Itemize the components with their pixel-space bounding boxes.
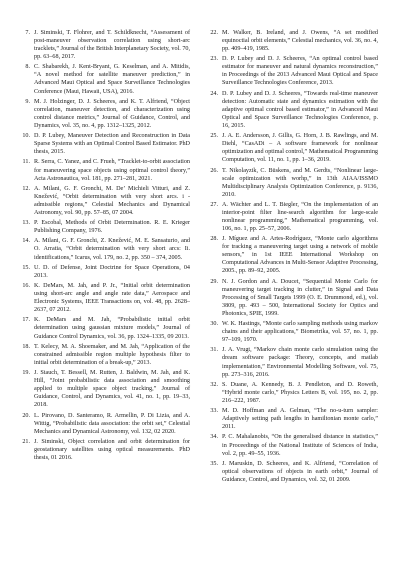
reference-number: 15. <box>22 264 30 271</box>
reference-text: W. K. Hastings, “Monte carlo sampling methods using markov chains and their applications,” Biometrika, vol. 57, no. 1, pp. 97–109, 1970. <box>222 321 378 344</box>
reference-entry <box>20 343 190 367</box>
reference-entry <box>208 460 378 484</box>
reference-text: M. J. Holzinger, D. J. Scheeres, and K. T. Alfriend, “Object correlation, maneuver detection, and characterization using control distance metrics,” Journal of Guidance, Control, and Dynamics, vol. 35, no. 4, pp. 1312–1325, 2012. <box>34 98 190 129</box>
reference-entry <box>208 346 378 378</box>
reference-text: J. A. E. Andersson, J. Gillis, G. Horn, J. B. Rawlings, and M. Diehl, “CasADi – A software framework for nonlinear optimization and optimal control,” Mathematical Programming Computation, vol. 11, no. 1, pp. 1–36, 2019. <box>222 133 378 164</box>
reference-text: P. Escobal, Methods of Orbit Determination. R. E. Krieger Publishing Company, 1976. <box>34 220 190 235</box>
reference-number: 25. <box>210 133 218 140</box>
reference-entry <box>20 98 190 130</box>
reference-text: J. Siminski, Object correlation and orbit determination for geostationary satellites using optical measurements. PhD thesis, 01 2016. <box>34 438 190 461</box>
reference-number: 23. <box>210 56 218 63</box>
reference-entry <box>208 55 378 87</box>
reference-entry <box>208 278 378 318</box>
reference-entry <box>20 316 190 340</box>
reference-number: 29. <box>210 278 218 285</box>
reference-number: 27. <box>210 201 218 208</box>
references-column-right <box>208 29 378 486</box>
reference-entry <box>20 264 190 280</box>
reference-number: 14. <box>22 238 30 245</box>
reference-text: M. Walker, B. Ireland, and J. Owens, “A set modified equinoctial orbit elements,” Celestial mechanics, vol. 36, no. 4, pp. 409–419, 1985. <box>222 30 378 53</box>
reference-number: 8. <box>25 64 30 71</box>
reference-text: D. P. Lubey and D. J. Scheeres, “Towards real-time maneuver detection: Automatic state and dynamics estimation with the adaptive optimal control based estimator,” in Advanced Maui Optical and Space Surveillance Technologies Conference, p. 16, 2015. <box>222 90 378 129</box>
reference-number: 16. <box>22 283 30 290</box>
reference-number: 13. <box>22 220 30 227</box>
reference-text: J. Siminski, T. Flohrer, and T. Schildknecht, “Assessment of post-maneuver observation correlation using short-arc tracklets,” Journal of the British Interplanetary Society, vol. 70, pp. 63–68, 2017. <box>34 30 190 61</box>
reference-entry <box>208 201 378 233</box>
reference-text: J. Stauch, T. Bessell, M. Rutten, J. Baldwin, M. Jah, and K. Hill, “Joint probabilistic data association and smoothing applied to multiple space object tracking,” Journal of Guidance, Control, and Dynamics, vol. 41, no. 1, pp. 19–33, 2018. <box>34 370 190 409</box>
reference-text: P. C. Mahalanobis, “On the generalised distance in statistics,” in Proceedings of the National Institute of Sciences of India, vol. 2, pp. 49–55, 1936. <box>222 434 378 457</box>
reference-number: 12. <box>22 185 30 192</box>
reference-number: 21. <box>22 438 30 445</box>
reference-number: 11. <box>22 159 30 166</box>
reference-entry <box>20 185 190 217</box>
reference-number: 33. <box>210 408 218 415</box>
reference-number: 19. <box>22 370 30 377</box>
reference-entry <box>208 90 378 130</box>
reference-entry <box>208 433 378 457</box>
reference-text: D. P. Lubey and D. J. Scheeres, “An optimal control based estimator for maneuver and natural dynamics reconstruction,” in Proceedings of the 2013 Advanced Maui Optical and Space Surveillance Technologies Conference, 2013. <box>222 56 378 87</box>
reference-text: L. Pirovano, D. Santeramo, R. Armellin, P. Di Lizia, and A. Wittig, “Probabilistic data association: the orbit set,” Celestial Mechanics and Dynamical Astronomy, vol. 132, 02 2020. <box>34 412 190 435</box>
reference-number: 28. <box>210 236 218 243</box>
reference-text: D. P. Lubey, Maneuver Detection and Reconstruction in Data Sparse Systems with an Optimal Control Based Estimator. PhD thesis, 2015. <box>34 133 190 156</box>
reference-text: T. Nikolayzik, C. Büskens, and M. Gerdts, “Nonlinear large-scale optimization with worhp,” in 13th AIAA/ISSMO Multidisciplinary Analysis Optimization Conference, p. 9136, 2010. <box>222 167 378 198</box>
reference-entry <box>208 381 378 405</box>
reference-text: R. Serra, C. Yanez, and C. Frueh, “Tracklet-to-orbit association for maneuvering space objects using optimal control theory,” Acta Astronautica, vol. 181, pp. 271–281, 2021. <box>34 159 190 182</box>
reference-entry <box>20 63 190 95</box>
reference-number: 20. <box>22 412 30 419</box>
reference-text: J. A. Vrugt, “Markov chain monte carlo simulation using the dream software package: Theory, concepts, and matlab implementation,” Environmental Modelling Software, vol. 75, pp. 273–316, 2016. <box>222 347 378 378</box>
reference-number: 34. <box>210 434 218 441</box>
reference-text: K. DeMars and M. Jah, “Probabilistic initial orbit determination using gaussian mixture models,” Journal of Guidance Control Dynamics, vol. 36, pp. 1324–1335, 09 2013. <box>34 317 190 340</box>
reference-entry <box>20 237 190 261</box>
references-column-left <box>20 29 190 464</box>
reference-number: 7. <box>25 30 30 36</box>
reference-number: 35. <box>210 460 218 467</box>
reference-entry <box>208 407 378 431</box>
reference-text: A. Wächter and L. T. Biegler, “On the implementation of an interior-point filter line-search algorithm for large-scale nonlinear programming,” Mathematical programming, vol. 106, no. 1, pp. 25–57, 2006. <box>222 201 378 233</box>
reference-text: J. Míguez and A. Artes-Rodríguez, “Monte carlo algorithms for tracking a maneuvering target using a network of mobile sensors,” in 1st IEEE International Workshop on Computational Advances in Multi-Sensor Adaptive Processing, 2005., pp. 89–92, 2005. <box>222 236 378 275</box>
reference-entry <box>20 219 190 235</box>
reference-text: U. D. of Defense, Joint Doctrine for Space Operations, 04 2013. <box>34 264 190 279</box>
reference-text: K. DeMars, M. Jah, and P. Jr., “Initial orbit determination using short-arc angle and angle rate data,” Aerospace and Electronic Systems, IEEE Transactions on, vol. 48, pp. 2628–2637, 07 2012. <box>34 283 190 314</box>
reference-text: T. Kelecy, M. A. Shoemaker, and M. Jah, “Application of the constrained admissible region multiple hypothesis filter to initial orbit determination of a break-up,” 2013. <box>34 343 190 366</box>
reference-entry <box>20 29 190 61</box>
reference-entry <box>208 29 378 53</box>
reference-text: A. Milani, G. F. Gronchi, M. De’ Michieli Vitturi, and Z. Knežević, “Orbit determination with very short arcs. i - admissible regions,” Celestial Mechanics and Dynamical Astronomy, vol. 90, pp. 57–85, 07 2004. <box>34 185 190 216</box>
reference-number: 17. <box>22 317 30 324</box>
reference-entry <box>208 320 378 344</box>
reference-number: 10. <box>22 133 30 140</box>
reference-text: C. Shabarekh, J. Kent-Bryant, G. Keselman, and A. Mitidis, “A novel method for satellite maneuver prediction,” in Advanced Maui Optical and Space Surveillance Technologies Conference (Maui, Hawaii, USA), 2016. <box>34 64 190 95</box>
reference-entry <box>208 167 378 199</box>
reference-text: N. J. Gordon and A. Doucet, “Sequential Monte Carlo for maneuvering target tracking in clutter,” in Signal and Data Processing of Small Targets 1999 (O. E. Drummond, ed.), vol. 3809, pp. 493 – 500, International Society for Optics and Photonics, SPIE, 1999. <box>222 278 378 317</box>
reference-entry <box>20 282 190 314</box>
reference-entry <box>208 235 378 275</box>
reference-text: A. Milani, G. F. Gronchi, Z. Knežević, M. E. Sansaturio, and O. Arratia, “Orbit determination with very short arcs: Ii. identifications,” Icarus, vol. 179, no. 2, pp. 350 – 374, 2005. <box>34 238 190 261</box>
reference-number: 26. <box>210 167 218 174</box>
reference-number: 9. <box>25 98 30 105</box>
reference-entry <box>20 158 190 182</box>
reference-text: M. D. Hoffman and A. Gelman, “The no-u-turn sampler: Adaptively setting path lengths in hamiltonian monte carlo,” 2011. <box>222 408 378 431</box>
reference-entry <box>20 369 190 409</box>
reference-entry <box>208 132 378 164</box>
reference-text: J. Maruskin, D. Scheeres, and K. Alfriend, “Correlation of optical observations of objects in earth orbit,” Journal of Guidance, Control, and Dynamics, vol. 32, 01 2009. <box>222 460 378 483</box>
reference-entry <box>20 438 190 462</box>
reference-entry <box>20 412 190 436</box>
reference-number: 24. <box>210 90 218 97</box>
reference-number: 30. <box>210 321 218 328</box>
reference-entry <box>20 132 190 156</box>
reference-number: 31. <box>210 347 218 354</box>
reference-text: S. Duane, A. Kennedy, B. J. Pendleton, and D. Roweth, “Hybrid monte carlo,” Physics Letters B, vol. 195, no. 2, pp. 216–222, 1987. <box>222 381 378 404</box>
reference-number: 32. <box>210 381 218 388</box>
reference-number: 22. <box>210 30 218 36</box>
reference-number: 18. <box>22 343 30 350</box>
